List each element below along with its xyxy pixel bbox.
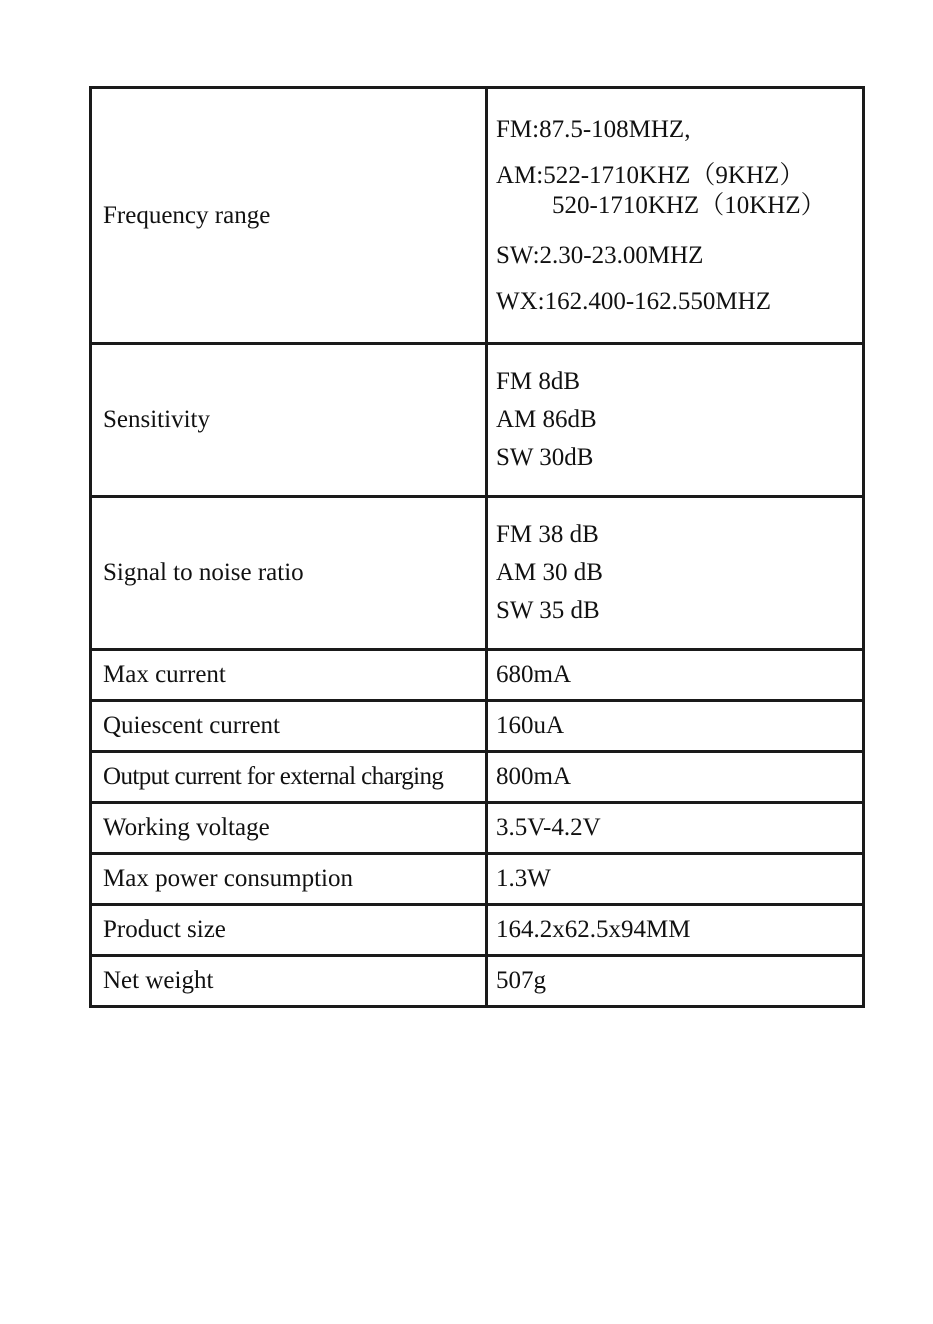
spec-label-max-current: Max current — [91, 650, 487, 701]
spec-value-line: FM 8dB — [496, 368, 581, 395]
table-row — [91, 701, 864, 752]
spec-label-output-current: Output current for external charging — [91, 752, 487, 803]
spec-label-product-size: Product size — [91, 905, 487, 956]
spec-label-net-weight: Net weight — [91, 956, 487, 1007]
spec-label-quiescent-current: Quiescent current — [91, 701, 487, 752]
spec-label-working-voltage: Working voltage — [91, 803, 487, 854]
spec-value-line: FM 38 dB — [496, 521, 599, 548]
spec-value-line: AM 86dB — [496, 406, 597, 433]
spec-value-working-voltage: 3.5V-4.2V — [487, 803, 864, 854]
spec-value-signal-to-noise — [487, 497, 864, 650]
spec-value-line: FM:87.5-108MHZ, — [496, 115, 691, 143]
spec-value-max-power: 1.3W — [487, 854, 864, 905]
table-row — [91, 956, 864, 1007]
spec-value-line: SW 35 dB — [496, 597, 600, 624]
table-row — [91, 905, 864, 956]
table-row — [91, 344, 864, 497]
spec-value-line: AM:522-1710KHZ（9KHZ） — [496, 161, 805, 189]
spec-value-product-size: 164.2x62.5x94MM — [487, 905, 864, 956]
spec-value-line: WX:162.400-162.550MHZ — [496, 287, 771, 315]
table-row — [91, 752, 864, 803]
spec-value-line: AM 30 dB — [496, 559, 603, 586]
table-row — [91, 88, 864, 344]
spec-value-line: SW:2.30-23.00MHZ — [496, 241, 704, 269]
table-row — [91, 497, 864, 650]
spec-label-frequency-range: Frequency range — [91, 88, 487, 344]
spec-value-sensitivity — [487, 344, 864, 497]
spec-value-line: SW 30dB — [496, 444, 594, 471]
spec-value-frequency-range — [487, 88, 864, 344]
spec-value-quiescent-current: 160uA — [487, 701, 864, 752]
table-row — [91, 650, 864, 701]
spec-label-signal-to-noise: Signal to noise ratio — [91, 497, 487, 650]
spec-label-max-power: Max power consumption — [91, 854, 487, 905]
spec-value-max-current: 680mA — [487, 650, 864, 701]
table-row — [91, 854, 864, 905]
table-row — [91, 803, 864, 854]
specifications-table — [89, 86, 865, 1008]
spec-value-line: 520-1710KHZ（10KHZ） — [552, 191, 826, 219]
spec-label-sensitivity: Sensitivity — [91, 344, 487, 497]
spec-value-net-weight: 507g — [487, 956, 864, 1007]
spec-value-output-current: 800mA — [487, 752, 864, 803]
